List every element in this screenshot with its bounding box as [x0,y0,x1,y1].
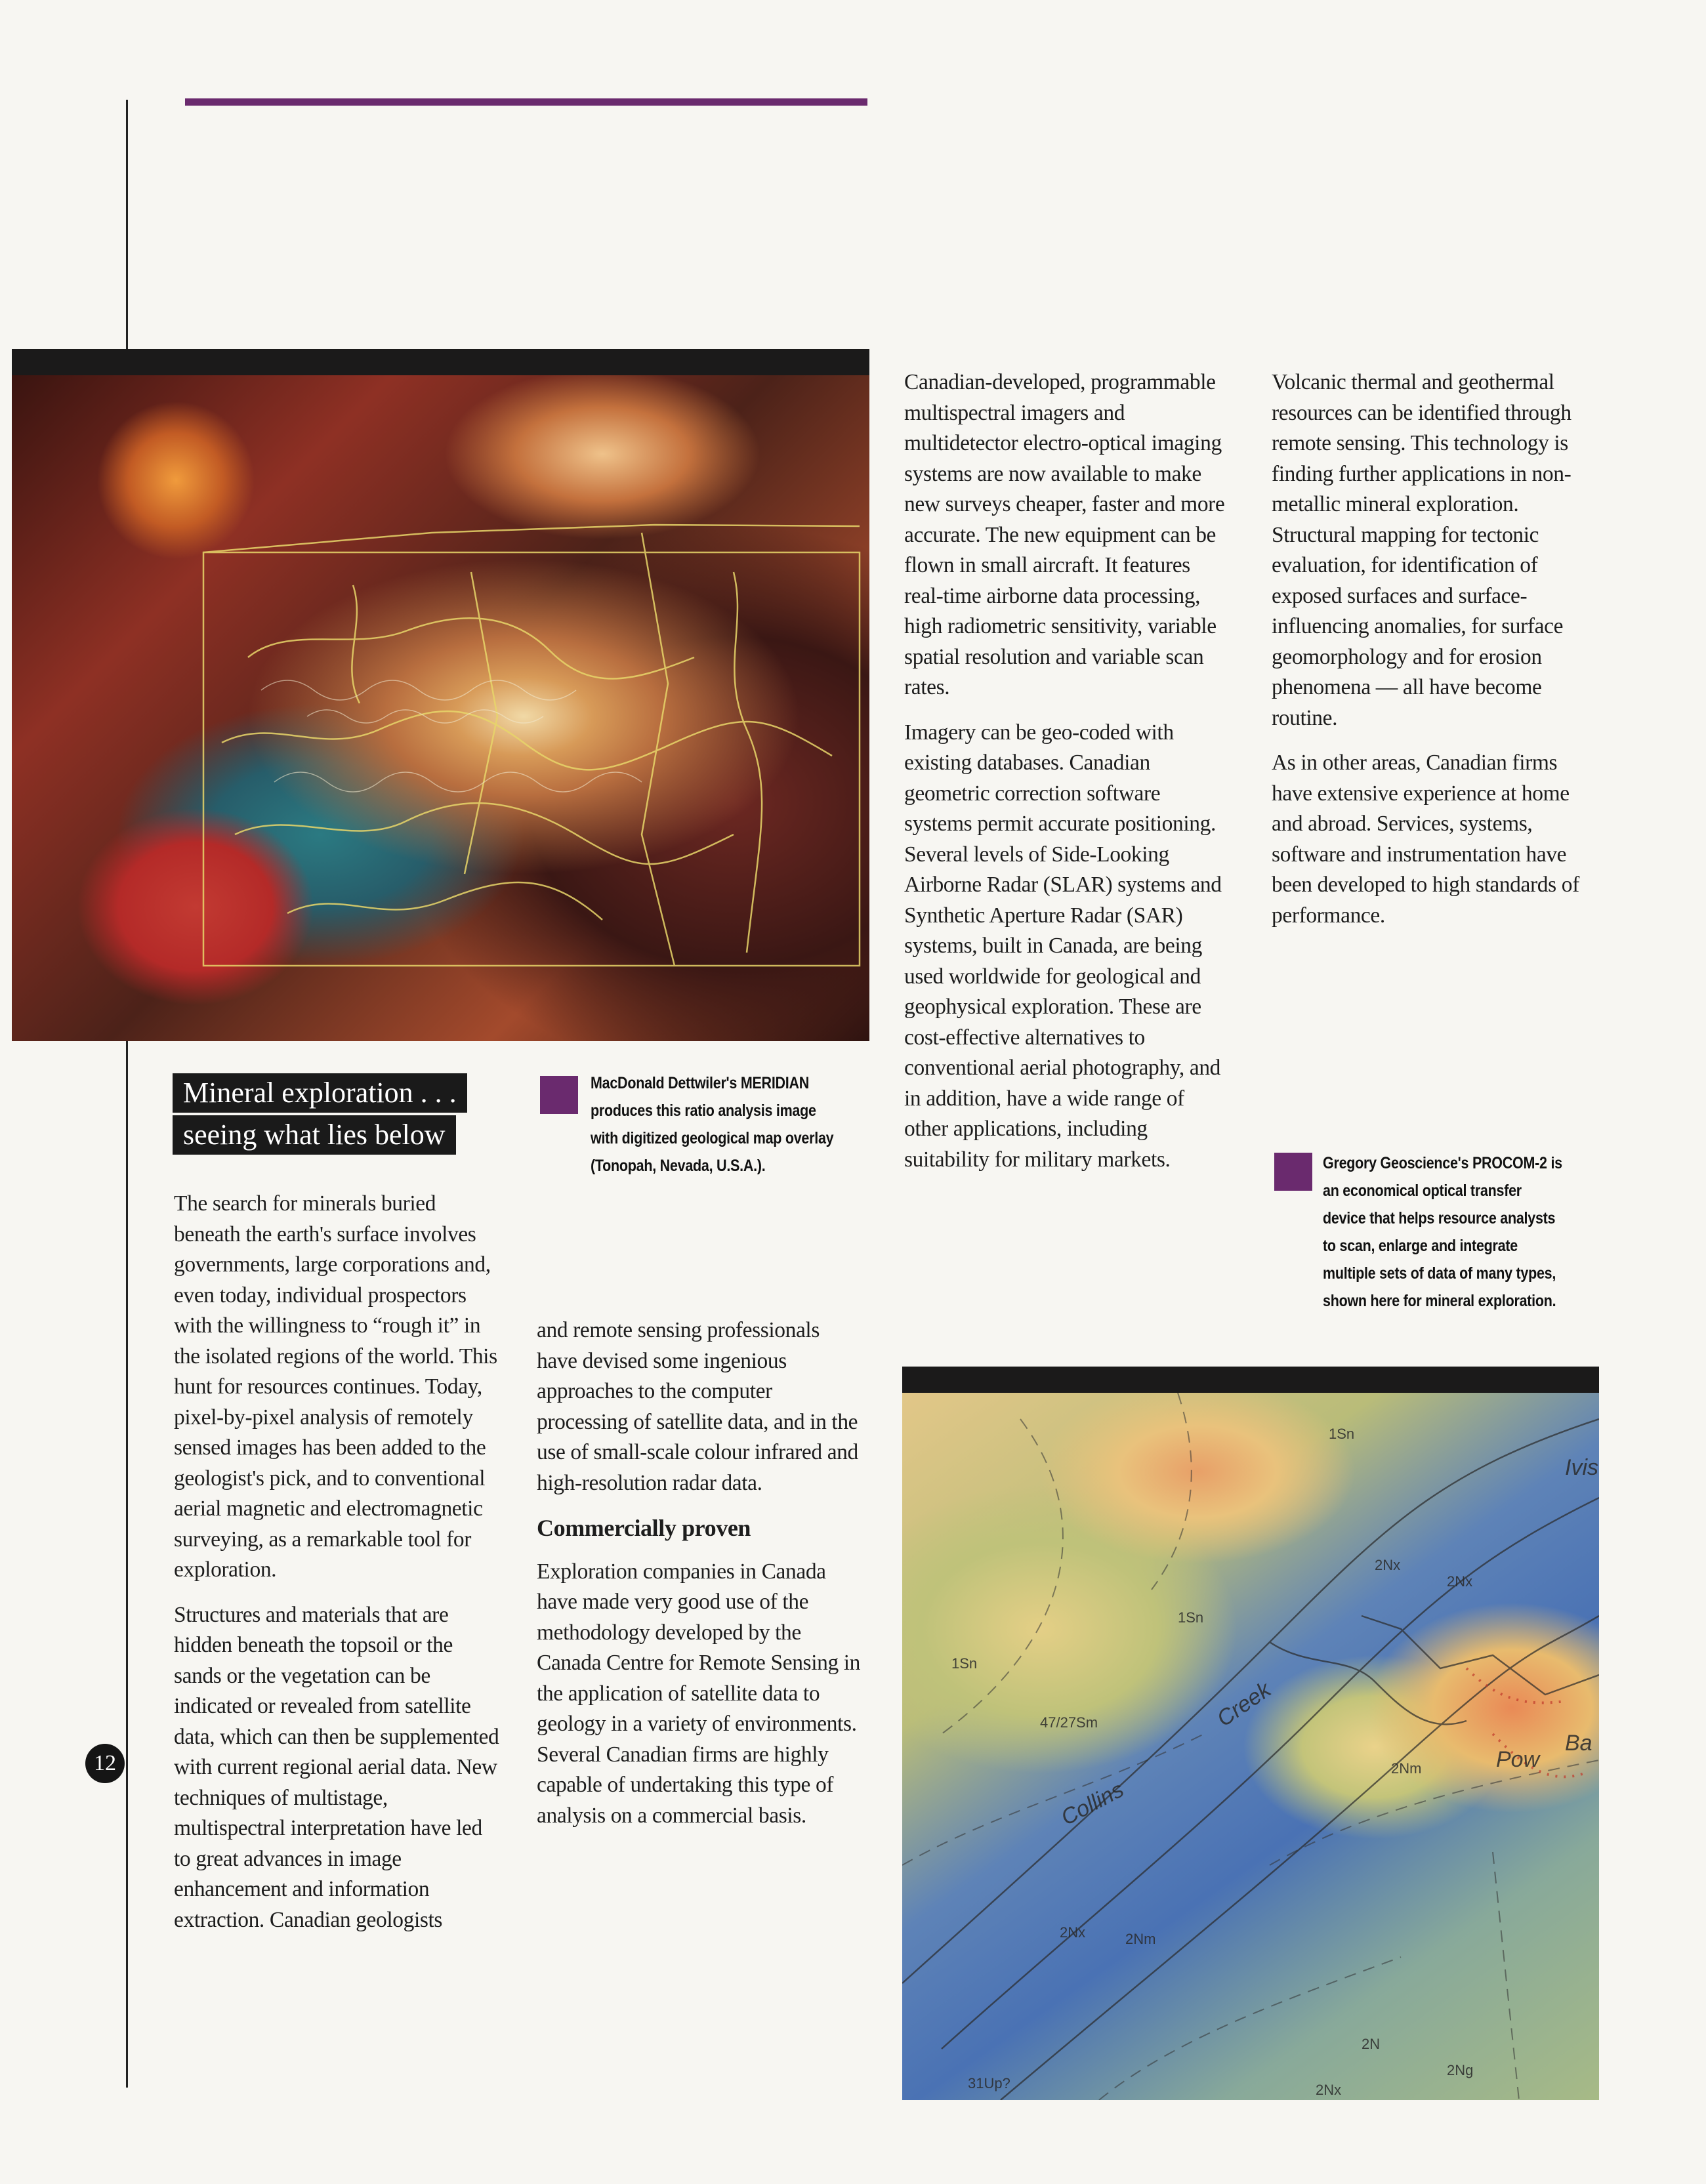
geological-map-overlay [12,375,869,1041]
map-label: 2Nm [1125,1931,1156,1947]
body-paragraph: and remote sensing professionals have devised some ingenious approaches to the computer processing of satellite data, and in the use of small-scale colour infrared and high-resolution radar data. [537,1318,858,1495]
caption-marker-square [540,1076,578,1114]
body-column-1 [174,1189,502,1950]
map-label: 31Up? [968,2075,1010,2091]
map-label: 2Nm [1391,1760,1422,1777]
map-label: 1Sn [1329,1426,1355,1442]
map-label: Ba [1565,1731,1592,1756]
ratio-analysis-satellite-image [12,349,869,1041]
map-label: 1Sn [951,1655,978,1672]
body-column-3 [904,367,1232,1189]
body-paragraph: As in other areas, Canadian firms have extensive experience at home and abroad. Services, systems, software and instrumentation have been developed to high standards of performance. [1272,751,1579,928]
body-paragraph: Canadian-developed, programmable multispectral imagers and multidetector electro-optical imaging systems are now available to make new surveys cheaper, faster and more accurate. The new equipment can be flown in small aircraft. It features real-time airborne data processing, high radiometric sensitivity, variable spatial resolution and variable scan rates. [904,370,1225,699]
section-heading-line-1: Mineral exploration . . . [173,1073,467,1113]
map-label: Collins [1056,1777,1128,1831]
body-paragraph: Imagery can be geo-coded with existing databases. Canadian geometric correction software systems permit accurate positioning. Several levels of Side-Looking Airborne Radar (SLAR) systems and Synthetic Aperture Radar (SAR) systems, built in Canada, are being used worldwide for geological and geophysical exploration. These are cost-effective alternatives to conventional aerial photography, and in addition, have a wide range of other applications, including suitability for military markets. [904,720,1222,1172]
map-label: 2Nx [1060,1924,1086,1941]
page-number: 12 [85,1744,125,1783]
body-paragraph: Structures and materials that are hidden beneath the topsoil or the sands or the vegetation can be indicated or revealed from satellite data, which can then be supplemented with current regional aerial data. New techniques of multistage, multispectral interpretation have led to great advances in image enhancement and information extraction. Canadian geologists [174,1602,499,1932]
map-label: Ivis [1565,1455,1598,1480]
procom-image-caption: Gregory Geoscience's PROCOM-2 is an economical optical transfer device that helps resource analysts to scan, enlarge and integrate multiple sets of data of many types, shown here for mineral exploration. [1323,1154,1562,1310]
map-label: 2N [1362,2036,1381,2052]
subheading-commercially-proven: Commercially proven [537,1515,751,1541]
geological-map-linework [902,1393,1599,2100]
section-heading-line-2: seeing what lies below [173,1115,456,1155]
map-label: 1Sn [1178,1609,1204,1626]
map-label: 2Ng [1447,2062,1474,2078]
top-accent-rule [185,98,867,106]
map-label: 47/27Sm [1040,1714,1098,1731]
map-label: 2Nx [1447,1573,1473,1590]
body-paragraph: The search for minerals buried beneath the earth's surface involves governments, large corporations and, even today, individual prospectors with the willingness to “rough it” in the isolated regions of the world. This hunt for resources continues. Today, pixel-by-pixel analysis of remotely sensed images has been added to the geologist's pick, and to conventional aerial magnetic and electromagnetic surveying, as a remarkable tool for exploration. [174,1191,497,1582]
map-label: Pow [1496,1747,1540,1772]
map-label: 2Nx [1316,2082,1342,2098]
map-label: Creek [1212,1677,1276,1732]
meridian-image-caption: MacDonald Dettwiler's MERIDIAN produces this ratio analysis image with digitized geological map overlay (Tonopah, Nevada, U.S.A.). [591,1074,834,1175]
body-column-2 [537,1315,865,1845]
body-column-4 [1272,367,1600,945]
procom-mineral-map-image [902,1367,1599,2100]
body-paragraph: Volcanic thermal and geothermal resources can be identified through remote sensing. This technology is finding further applications in non-metallic mineral exploration. Structural mapping for tectonic evaluation, for identification of exposed surfaces and surface-influencing anomalies, for surface geomorphology and for erosion phenomena — all have become routine. [1272,370,1571,730]
map-label: 2Nx [1375,1557,1401,1573]
caption-marker-square [1274,1153,1312,1191]
section-heading [173,1073,502,1157]
body-paragraph: Exploration companies in Canada have made very good use of the methodology developed by the Canada Centre for Remote Sensing in the application of satellite data to geology in a variety of environments. Several Canadian firms are highly capable of undertaking this type of analysis on a commercial basis. [537,1559,861,1828]
